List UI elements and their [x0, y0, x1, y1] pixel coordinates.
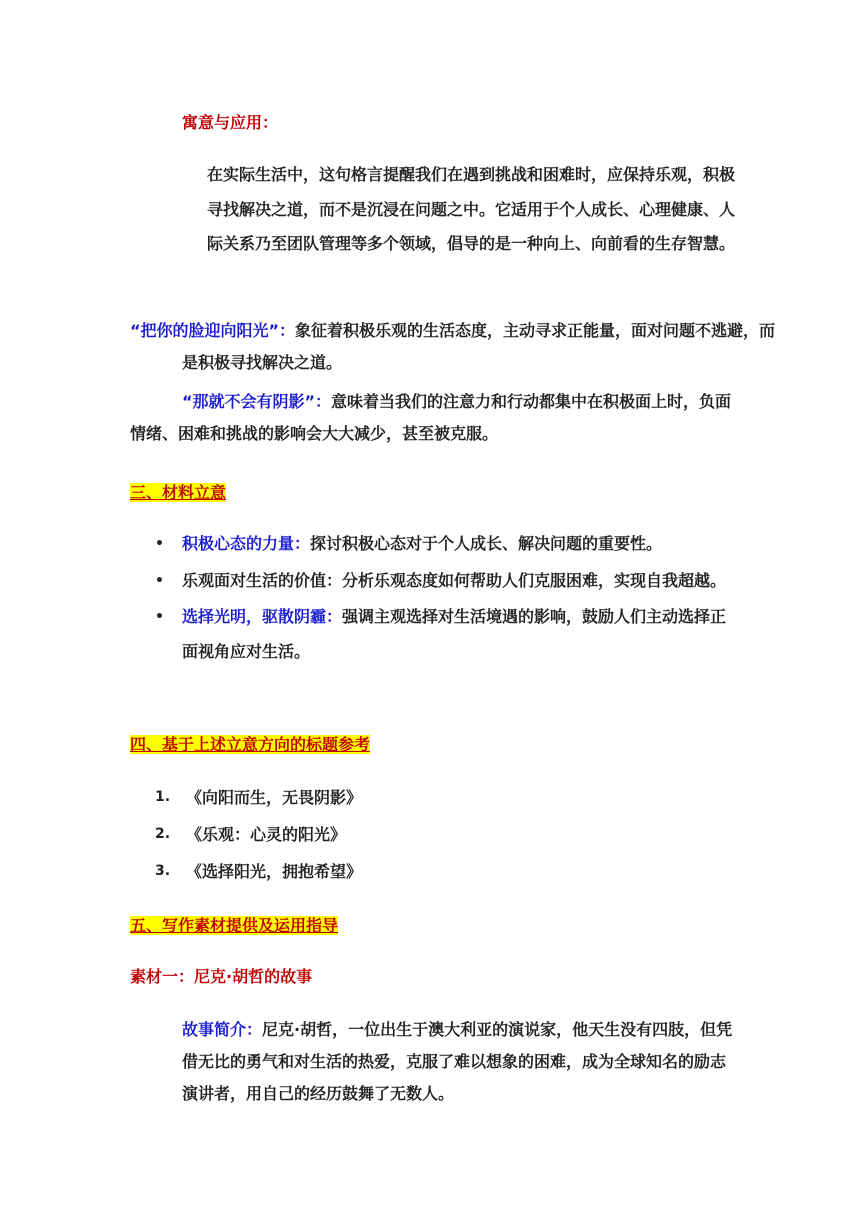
quote-1-text: 象征着积极乐观的生活态度，主动寻求正能量，面对问题不逃避，而是积极寻找解决之道。 [182, 321, 776, 372]
list-item [130, 779, 730, 816]
list-item [130, 527, 736, 562]
quote-1 [130, 315, 784, 379]
section-4-title: 四、基于上述立意方向的标题参考 [130, 735, 371, 754]
meaning-paragraph: 在实际生活中，这句格言提醒我们在遇到挑战和困难时，应保持乐观，积极寻找解决之道，而不是沉浸在问题之中。它适用于个人成长、心理健康、人际关系乃至团队管理等多个领域，倡导的是一种向上、向前看的生存智慧。 [207, 165, 736, 253]
quote-2 [130, 386, 732, 450]
bullet-icon: • [155, 536, 164, 552]
story-intro-text: 尼克·胡哲，一位出生于澳大利亚的演说家，他天生没有四肢，但凭借无比的勇气和对生活的热爱，克服了难以想象的困难，成为全球知名的励志演讲者，用自己的经历鼓舞了无数人。 [182, 1020, 733, 1103]
meaning-heading: 寓意与应用： [182, 113, 279, 132]
quote-2-term: “那就不会有阴影”： [182, 392, 332, 411]
item-text: 探讨积极心态对于个人成长、解决问题的重要性。 [310, 534, 663, 553]
item-text: 《乐观：心灵的阳光》 [186, 825, 347, 844]
list-item [130, 853, 730, 890]
list-item [130, 816, 730, 853]
bullet-icon: • [155, 609, 164, 625]
list-item [130, 564, 736, 599]
section-3-title: 三、材料立意 [130, 483, 227, 502]
quote-1-term: “把你的脸迎向阳光”： [130, 321, 296, 340]
item-term: 选择光明，驱散阴霾： [182, 607, 343, 626]
list-item [130, 600, 736, 669]
item-text: 乐观面对生活的价值：分析乐观态度如何帮助人们克服困难，实现自我超越。 [182, 570, 727, 590]
section-4-list [130, 779, 730, 890]
item-term: 积极心态的力量： [182, 534, 311, 553]
section-5-title: 五、写作素材提供及运用指导 [130, 916, 339, 935]
section-3-list [130, 527, 736, 671]
item-number: 2. [155, 826, 171, 842]
bullet-icon: • [155, 572, 164, 589]
quote-2-text: 意味着当我们的注意力和行动都集中在积极面上时，负面情绪、困难和挑战的影响会大大减少，甚至被克服。 [130, 392, 732, 443]
item-text: 《向阳而生，无畏阴影》 [186, 788, 363, 807]
item-number: 3. [155, 863, 171, 879]
story-intro [182, 1014, 734, 1110]
material-title: 素材一：尼克·胡哲的故事 [130, 967, 313, 986]
item-text: 强调主观选择对生活境遇的影响，鼓励人们主动选择正面视角应对生活。 [182, 607, 727, 661]
story-intro-term: 故事简介： [182, 1020, 263, 1039]
item-text: 《选择阳光，拥抱希望》 [186, 862, 363, 881]
item-number: 1. [155, 789, 171, 805]
